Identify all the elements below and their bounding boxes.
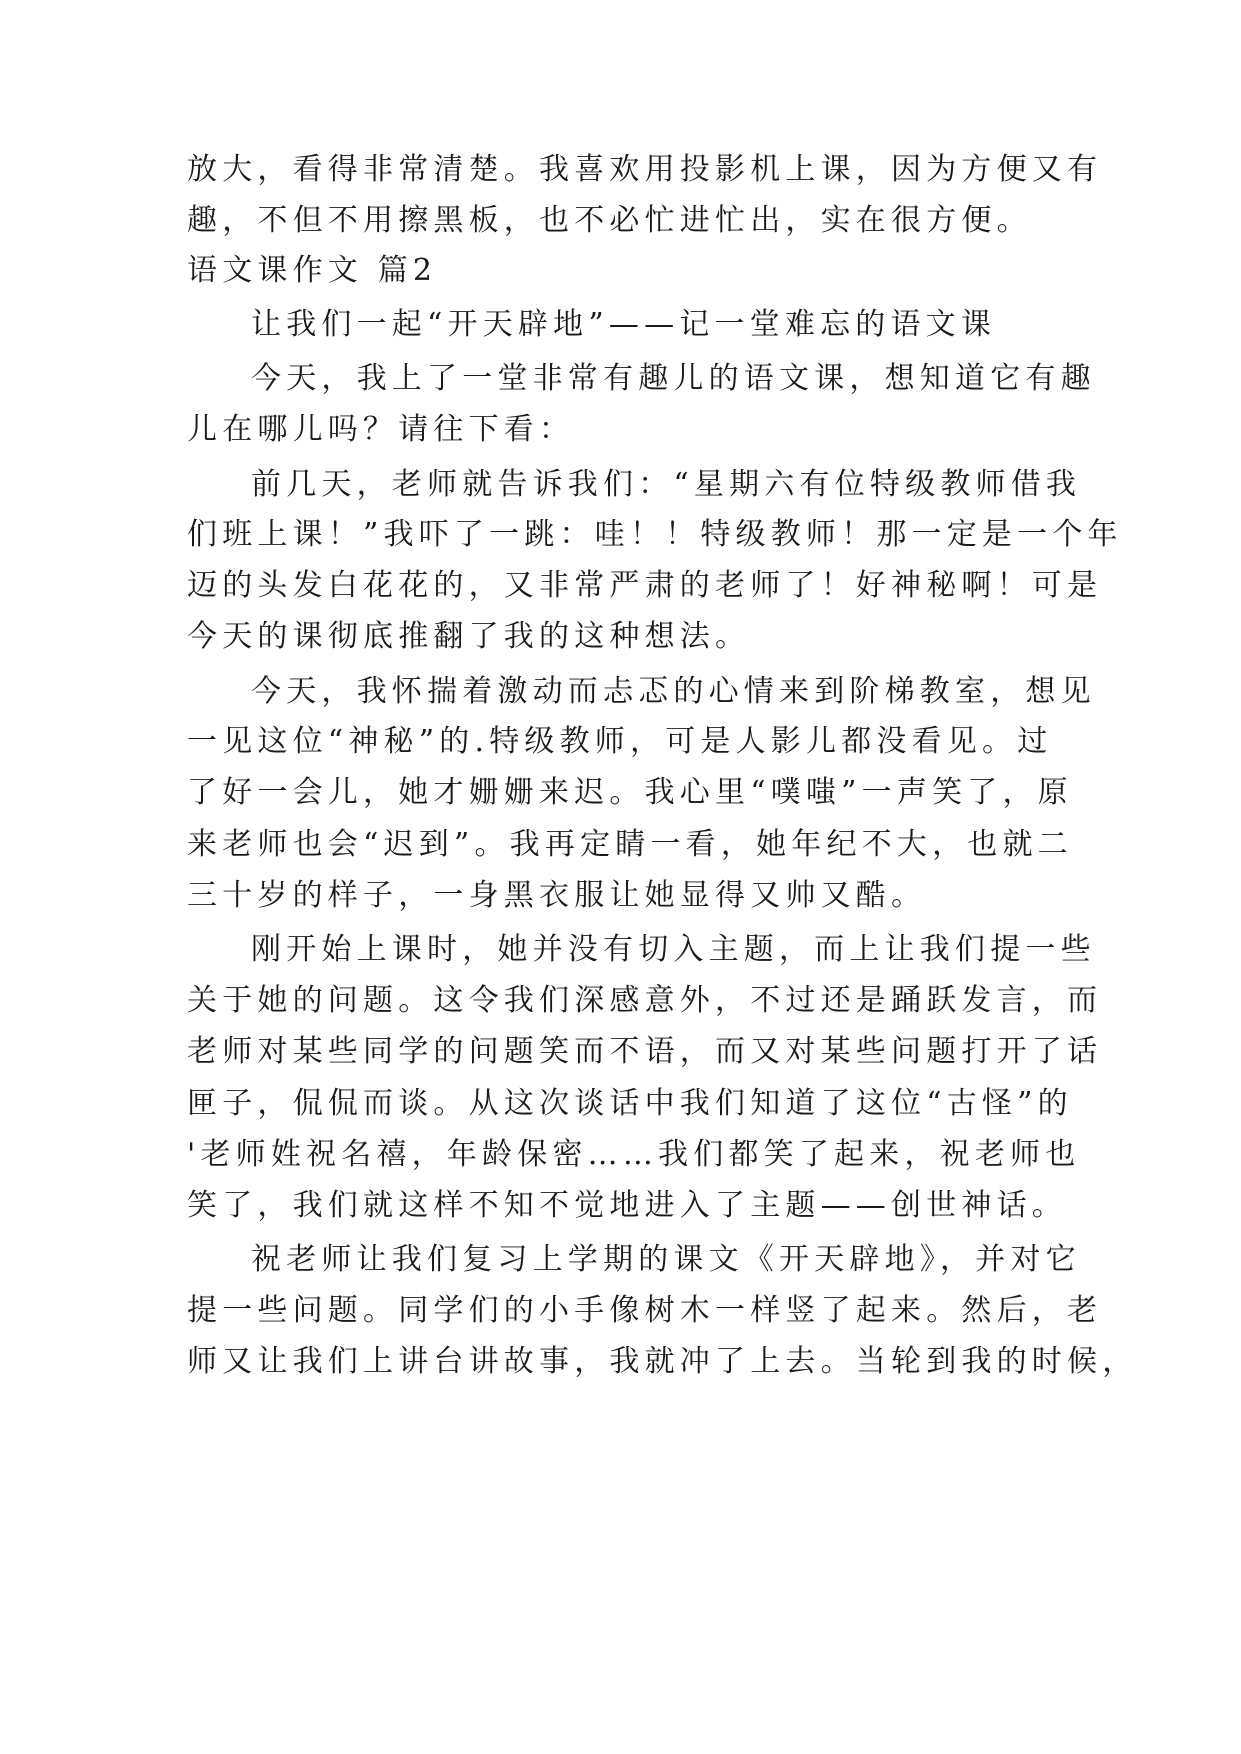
text-line: 匣子，侃侃而谈。从这次谈话中我们知道了这位“古怪”的 <box>187 1086 1073 1121</box>
text-line: 趣，不但不用擦黑板，也不必忙进忙出，实在很方便。 <box>187 203 1032 238</box>
text-line: 迈的头发白花花的，又非常严肃的老师了！好神秘啊！可是 <box>187 568 1103 603</box>
text-line: 三十岁的样子，一身黑衣服让她显得又帅又酷。 <box>187 878 927 913</box>
text-line: 祝老师让我们复习上学期的课文《开天辟地》，并对它 <box>251 1242 1081 1277</box>
text-line: 老师对某些同学的问题笑而不语，而又对某些问题打开了话 <box>187 1034 1103 1069</box>
text-line: 前几天，老师就告诉我们：“星期六有位特级教师借我 <box>251 467 1082 502</box>
text-line: 一见这位“神秘”的.特级教师，可是人影儿都没看见。过 <box>187 724 1053 759</box>
text-line: 来老师也会“迟到”。我再定睛一看，她年纪不大，也就二 <box>187 827 1073 862</box>
text-line: 笑了，我们就这样不知不觉地进入了主题——创世神话。 <box>187 1188 1067 1223</box>
section-heading: 语文课作文 篇2 <box>187 253 438 288</box>
text-line: 儿在哪儿吗？请往下看： <box>187 412 575 447</box>
text-line: 今天，我怀揣着激动而忐忑的心情来到阶梯教室，想见 <box>251 674 1096 709</box>
text-line: '老师姓祝名禧，年龄保密……我们都笑了起来，祝老师也 <box>187 1137 1081 1172</box>
text-line: 放大，看得非常清楚。我喜欢用投影机上课，因为方便又有 <box>187 152 1103 187</box>
text-line: 师又让我们上讲台讲故事，我就冲了上去。当轮到我的时候， <box>187 1344 1138 1379</box>
text-line: 提一些问题。同学们的小手像树木一样竖了起来。然后，老 <box>187 1293 1103 1328</box>
text-line: 了好一会儿，她才姗姗来迟。我心里“噗嗤”一声笑了，原 <box>187 775 1073 810</box>
article-title: 让我们一起“开天辟地”——记一堂难忘的语文课 <box>251 307 997 342</box>
text-line: 们班上课！”我吓了一跳：哇！！特级教师！那一定是一个年 <box>187 517 1123 552</box>
text-line: 今天的课彻底推翻了我的这种想法。 <box>187 619 751 654</box>
text-line: 关于她的问题。这令我们深感意外，不过还是踊跃发言，而 <box>187 983 1103 1018</box>
text-line: 刚开始上课时，她并没有切入主题，而上让我们提一些 <box>251 932 1096 967</box>
text-line: 今天，我上了一堂非常有趣儿的语文课，想知道它有趣 <box>251 361 1096 396</box>
